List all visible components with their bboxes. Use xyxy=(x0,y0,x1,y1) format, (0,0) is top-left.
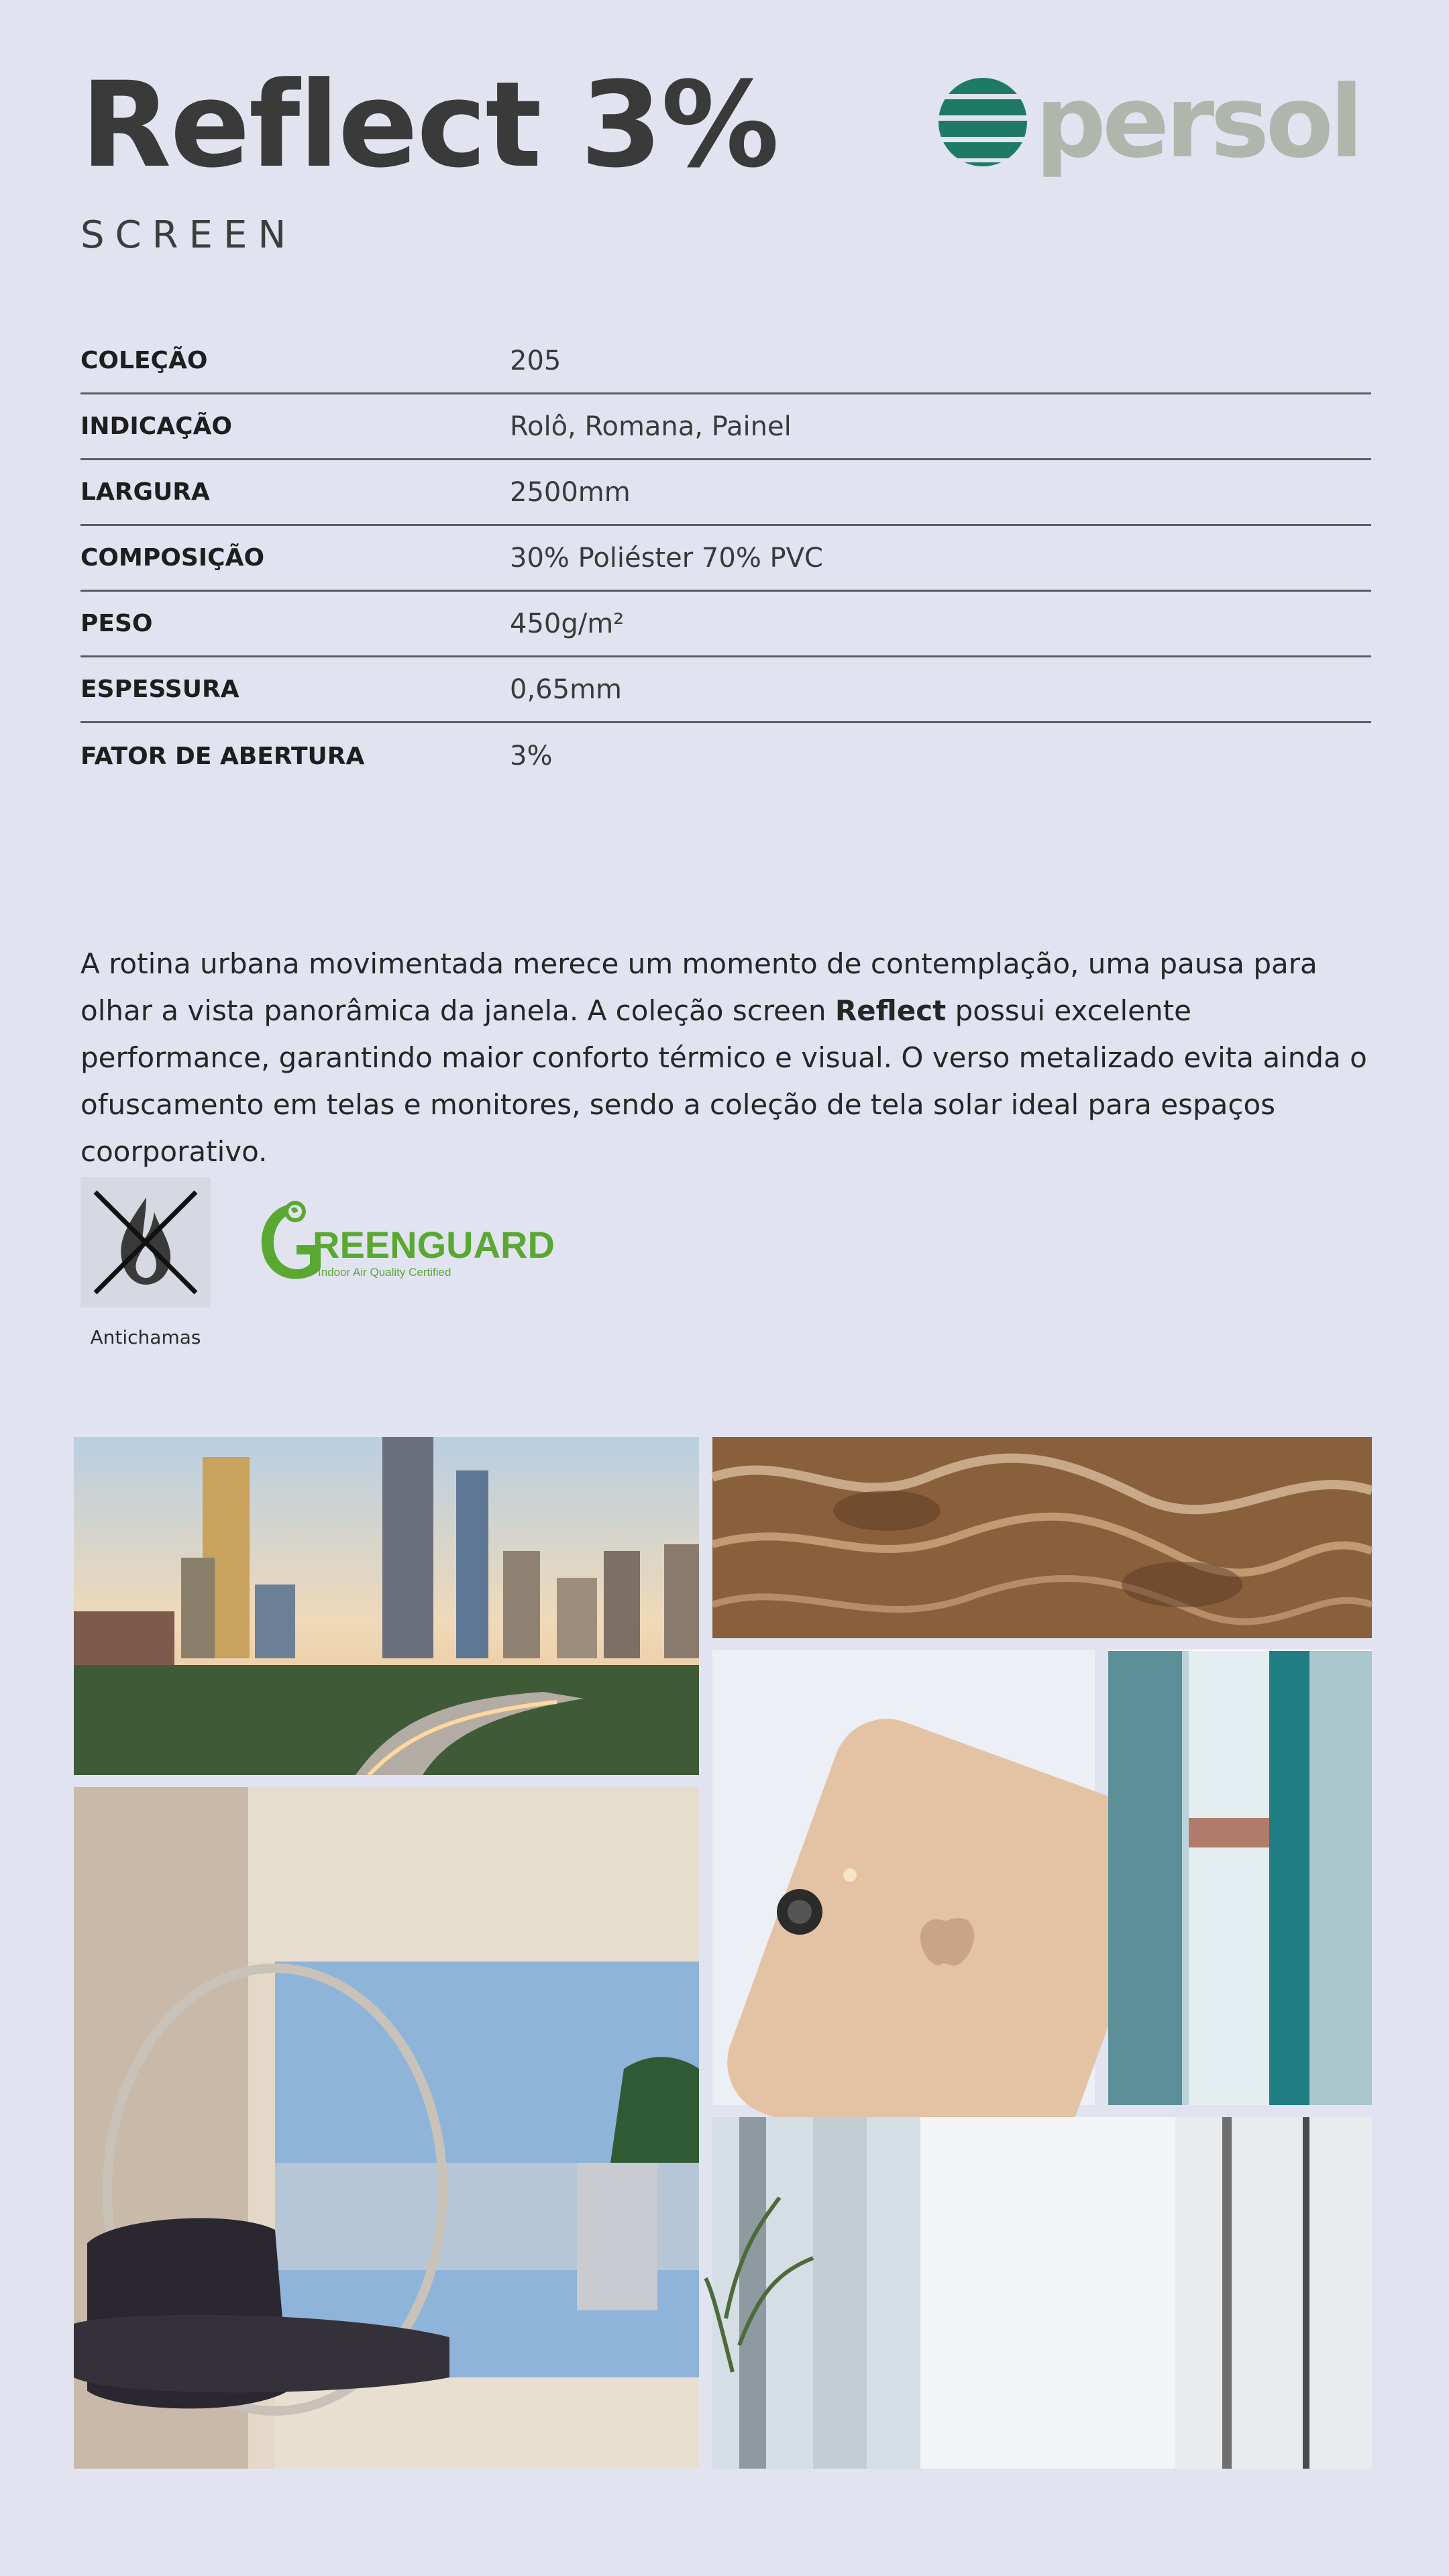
bubble-chair-window-photo xyxy=(74,1787,699,2469)
city-skyline-photo xyxy=(74,1437,699,1775)
photo-gallery xyxy=(74,1437,1372,2469)
gold-phone-photo xyxy=(712,1650,1095,2105)
spec-table xyxy=(80,329,1371,789)
brand-logo xyxy=(936,64,1360,180)
greenguard-badge xyxy=(254,1194,555,1291)
greenguard-subtitle: Indoor Air Quality Certified xyxy=(318,1266,451,1279)
spec-label: COLEÇÃO xyxy=(80,347,208,374)
window-curtain-photo xyxy=(712,2117,1372,2469)
description-paragraph xyxy=(80,941,1382,1175)
spec-value: 0,65mm xyxy=(510,674,622,705)
page-subtitle: SCREEN xyxy=(80,213,297,257)
spec-row xyxy=(80,723,1371,789)
description-text: possui excelente performance, garantindo maior conforto térmico e visual. O verso metalizado evita ainda o ofuscamento em telas e monitores, sendo a coleção de tela solar ideal para espaços coorporativo. xyxy=(80,994,1367,1168)
spec-label: LARGURA xyxy=(80,478,210,506)
spec-row xyxy=(80,329,1371,394)
spec-label: ESPESSURA xyxy=(80,676,239,703)
spec-value: 205 xyxy=(510,345,561,376)
spec-label: COMPOSIÇÃO xyxy=(80,544,265,572)
spec-value: 3% xyxy=(510,741,553,771)
spec-value: Rolô, Romana, Painel xyxy=(510,411,792,442)
spec-label: INDICAÇÃO xyxy=(80,413,232,440)
spec-row xyxy=(80,657,1371,723)
no-flame-icon xyxy=(80,1177,211,1307)
spec-label: PESO xyxy=(80,610,153,637)
spec-row xyxy=(80,460,1371,526)
persol-mark-icon xyxy=(936,75,1030,169)
spec-label: FATOR DE ABERTURA xyxy=(80,742,365,770)
water-caustics-photo xyxy=(712,1437,1372,1638)
spec-value: 450g/m² xyxy=(510,608,625,639)
flame-badge xyxy=(80,1177,211,1307)
spec-row xyxy=(80,592,1371,657)
brand-wordmark: persol xyxy=(1035,64,1360,180)
spec-value: 30% Poliéster 70% PVC xyxy=(510,542,823,574)
description-product-name: Reflect xyxy=(835,994,947,1027)
flame-badge-label: Antichamas xyxy=(90,1326,201,1348)
description-text: A rotina urbana movimentada merece um momento de contemplação, uma pausa para olhar a vista panorâmica da janela. A coleção screen xyxy=(80,947,1318,1027)
greenguard-logo-icon xyxy=(254,1194,555,1288)
greenguard-title: REENGUARD xyxy=(313,1224,555,1266)
spec-row xyxy=(80,394,1371,460)
page-title: Reflect 3% xyxy=(80,56,778,194)
spec-value: 2500mm xyxy=(510,476,631,508)
glass-building-photo xyxy=(1108,1650,1372,2105)
spec-row xyxy=(80,526,1371,592)
